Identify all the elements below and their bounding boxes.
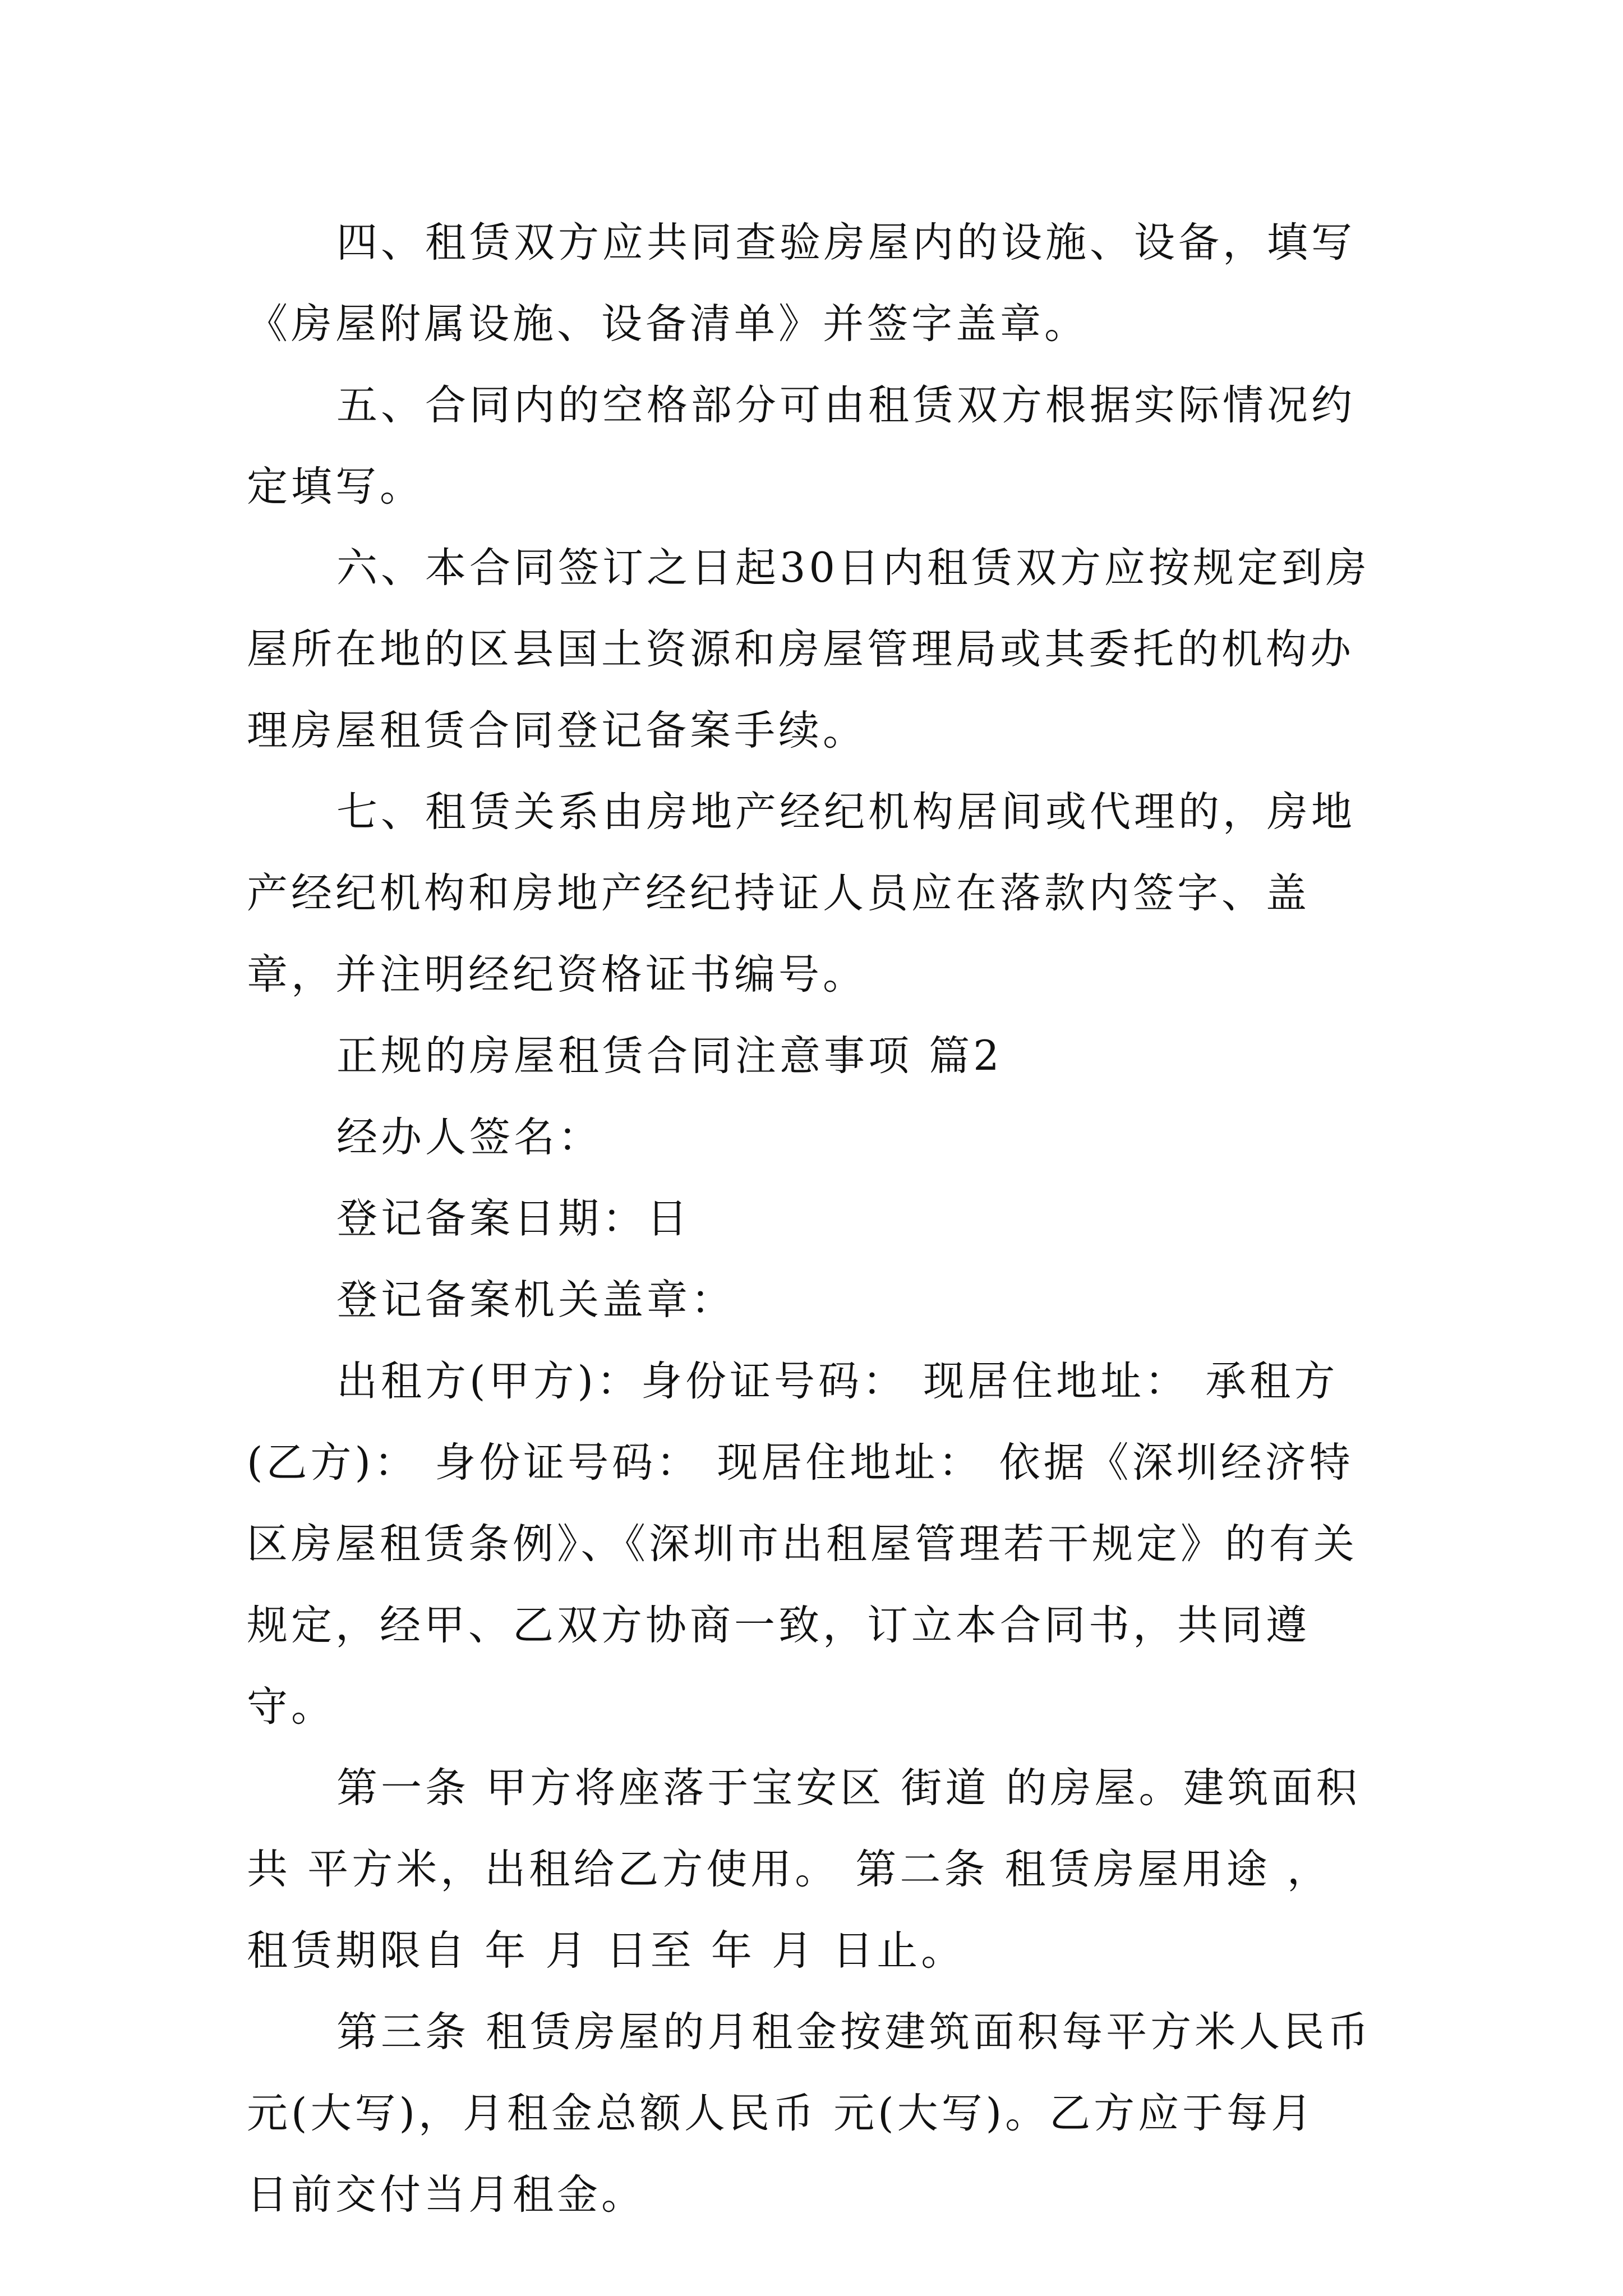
paragraph-4: 四、租赁双方应共同查验房屋内的设施、设备，填写《房屋附属设施、设备清单》并签字盖章。 — [247, 219, 1355, 348]
agent-signature-line: 经办人签名： — [336, 1114, 602, 1161]
paragraph-7: 七、租赁关系由房地产经纪机构居间或代理的，房地产经纪机构和房地产经纪持证人员应在落款内签字、盖章，并注明经纪资格证书编号。 — [247, 788, 1355, 999]
registration-seal-line: 登记备案机关盖章： — [336, 1276, 735, 1324]
article-3-paragraph: 第三条 租赁房屋的月租金按建筑面积每平方米人民币元(大写)，月租金总额人民币 元(大写)。乙方应于每月 日前交付当月租金。 — [247, 2008, 1372, 2219]
parties-paragraph: 出租方(甲方)：身份证号码： 现居住地址： 承租方(乙方)： 身份证号码： 现居住地址： 依据《深圳经济特区房屋租赁条例》、《深圳市出租屋管理若干规定》的有关规定，经甲、乙双方协商一致，订立本合同书，共同遵守。 — [247, 1358, 1358, 1731]
article-1-2-paragraph: 第一条 甲方将座落于宝安区 街道 的房屋。建筑面积共 平方米，出租给乙方使用。 第二条 租赁房屋用途 ，租赁期限自 年 月 日至 年 月 日止。 — [247, 1764, 1361, 1975]
document-body — [247, 202, 1374, 2235]
paragraph-5: 五、合同内的空格部分可由租赁双方根据实际情况约定填写。 — [247, 381, 1355, 510]
registration-date-line: 登记备案日期：日 — [336, 1195, 691, 1243]
section-title: 正规的房屋租赁合同注意事项 篇2 — [336, 1032, 1003, 1080]
paragraph-6: 六、本合同签订之日起30日内租赁双方应按规定到房屋所在地的区县国土资源和房屋管理局或其委托的机构办理房屋租赁合同登记备案手续。 — [247, 544, 1370, 754]
